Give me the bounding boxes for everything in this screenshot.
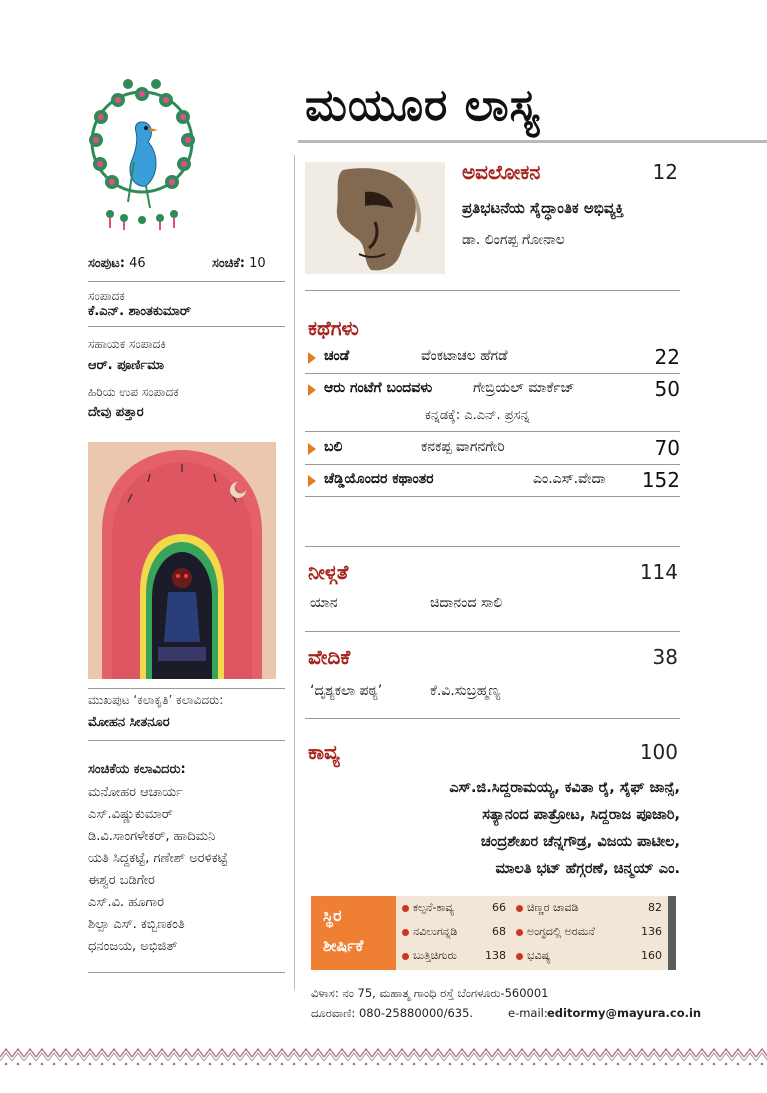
kavya-poets-line: ಚಂದ್ರಶೇಖರ ಚೆನ್ನಗೌಡ್ರ, ವಿಜಯ ಪಾಟೀಲ, bbox=[480, 834, 680, 850]
divider bbox=[305, 290, 680, 291]
avalokana-author: ಡಾ. ಲಿಂಗಪ್ಪ ಗೋನಾಲ bbox=[462, 232, 565, 248]
regular-item-page: 136 bbox=[641, 925, 662, 938]
senior-sub-editor-name: ದೇವು ಪತ್ತಾರ bbox=[88, 405, 144, 420]
kavya-poets bbox=[308, 775, 680, 883]
column-divider bbox=[294, 155, 295, 990]
story-row[interactable] bbox=[308, 343, 680, 373]
regular-label-line1: ಸ್ಥಿರ bbox=[323, 906, 342, 925]
footer-phone: ದೂರವಾಣಿ: 080-25880000/635. bbox=[311, 1006, 474, 1020]
regular-columns-edge bbox=[668, 896, 676, 970]
neelgate-author: ಚಿದಾನಂದ ಸಾಲಿ bbox=[430, 595, 503, 611]
assistant-editor-role: ಸಹಾಯಕ ಸಂಪಾದಕಿ bbox=[88, 337, 166, 351]
issue-number-block bbox=[212, 256, 266, 271]
neelgate-work: ಯಾನ bbox=[310, 595, 338, 611]
kavya-poets-line: ಎಸ್.ಜಿ.ಸಿದ್ದರಾಮಯ್ಯ, ಕವಿತಾ ರೈ, ಸೈಫ್ ಜಾನ್ಸೆ, bbox=[449, 780, 680, 796]
artist-name: ಎಸ್.ವಿಷ್ಣುಕುಮಾರ್ bbox=[88, 807, 173, 822]
regular-columns-label bbox=[311, 896, 396, 970]
story-page: 50 bbox=[654, 377, 680, 401]
bullet-dot-icon bbox=[402, 905, 409, 912]
regular-item-label: ನವಿಲುಗನ್ನಡಿ bbox=[413, 925, 458, 938]
regular-columns-list bbox=[396, 896, 668, 970]
regular-item-page: 82 bbox=[648, 901, 662, 914]
kavya-page: 100 bbox=[639, 740, 678, 764]
bullet-dot-icon bbox=[402, 929, 409, 936]
story-translator-note: ಕನ್ನಡಕ್ಕೆ: ಎ.ಎನ್. ಪ್ರಸನ್ನ bbox=[425, 408, 530, 423]
avalokana-title: ಅವಲೋಕನ bbox=[462, 160, 541, 184]
vedike-work: ‘ದೃಶ್ಯಕಲಾ ಪಠ್ಯ’ bbox=[310, 683, 383, 699]
volume-number: 46 bbox=[129, 256, 146, 271]
story-page: 22 bbox=[654, 345, 680, 369]
divider bbox=[305, 496, 680, 497]
volume-label: ಸಂಪುಟ: bbox=[88, 256, 125, 271]
bullet-triangle-icon bbox=[308, 475, 316, 487]
bullet-triangle-icon bbox=[308, 443, 316, 455]
regular-item-page: 66 bbox=[492, 901, 506, 914]
regular-label-line2: ಶೀರ್ಷಿಕೆ bbox=[323, 936, 364, 955]
artist-name: ಈಶ್ವರ ಬಡಿಗೇರ bbox=[88, 873, 155, 888]
neelgate-page: 114 bbox=[639, 560, 678, 584]
artists-heading: ಸಂಚಿಕೆಯ ಕಲಾವಿದರು: bbox=[88, 762, 186, 777]
story-row[interactable] bbox=[308, 375, 680, 405]
regular-item-page: 160 bbox=[641, 949, 662, 962]
kavya-title: ಕಾವ್ಯ bbox=[308, 740, 340, 764]
story-row[interactable] bbox=[308, 466, 680, 496]
regular-item[interactable] bbox=[402, 925, 506, 939]
regular-item-label: ಕಲ್ಪನೆ-ಕಾವ್ಯ bbox=[413, 901, 454, 914]
issue-label: ಸಂಚಿಕೆ: bbox=[212, 256, 245, 271]
avalokana-page: 12 bbox=[652, 160, 678, 184]
regular-item[interactable] bbox=[516, 949, 662, 963]
editor-role: ಸಂಪಾದಕ bbox=[88, 289, 125, 303]
editor-name: ಕೆ.ಎನ್. ಶಾಂತಕುಮಾರ್ bbox=[88, 304, 191, 319]
bullet-triangle-icon bbox=[308, 352, 316, 364]
cover-artist-name: ಮೋಹನ ಸೀತನೂರ bbox=[88, 715, 170, 730]
story-title: ಚೆಡ್ಡಿಯೊಂದರ ಕಥಾಂತರ bbox=[324, 471, 434, 487]
footer-email[interactable]: editormy@mayura.co.in bbox=[547, 1006, 702, 1020]
divider bbox=[88, 972, 285, 973]
regular-item-page: 68 bbox=[492, 925, 506, 938]
regular-item[interactable] bbox=[516, 925, 662, 939]
kavya-poets-line: ಮಾಲತಿ ಭಟ್ ಹೆಗ್ಗರಣೆ, ಚಿನ್ಮಯ್ ಎಂ. bbox=[495, 861, 680, 877]
story-title: ಆರು ಗಂಟೆಗೆ ಬಂದವಳು bbox=[324, 380, 433, 396]
artist-name: ಧನಂಜಯ, ಅಭಿಜಿತ್ bbox=[88, 939, 178, 954]
vedike-author: ಕೆ.ವಿ.ಸುಬ್ರಹ್ಮಣ್ಯ bbox=[430, 683, 501, 699]
story-page: 152 bbox=[641, 468, 680, 492]
divider bbox=[88, 326, 285, 327]
regular-item-label: ಅಂಗ್ಳದಲ್ಲಿ ಅರಮನೆ bbox=[527, 925, 595, 938]
regular-item-label: ಬುತ್ತಿಚಿಗುರು bbox=[413, 949, 457, 962]
regular-item[interactable] bbox=[402, 949, 506, 963]
footer-address: ವಿಳಾಸ: ನಂ 75, ಮಹಾತ್ಮ ಗಾಂಧಿ ರಸ್ತೆ ಬೆಂಗಳೂರು-560001 bbox=[311, 986, 549, 1000]
divider bbox=[305, 464, 680, 465]
assistant-editor-name: ಆರ್. ಪೂರ್ಣಿಮಾ bbox=[88, 358, 165, 373]
peacock-logo-icon bbox=[88, 62, 196, 232]
divider bbox=[305, 431, 680, 432]
regular-item[interactable] bbox=[402, 901, 506, 915]
decorative-border bbox=[0, 1045, 767, 1067]
regular-item-page: 138 bbox=[485, 949, 506, 962]
divider bbox=[88, 688, 285, 689]
story-page: 70 bbox=[654, 436, 680, 460]
story-author: ಎಂ.ಎಸ್.ವೇದಾ bbox=[533, 471, 606, 487]
cover-artwork-image bbox=[88, 442, 276, 679]
artists-list bbox=[88, 782, 288, 958]
divider bbox=[305, 373, 680, 374]
divider bbox=[305, 546, 680, 547]
artist-name: ಶಿಲ್ಪಾ ಎಸ್. ಕಬ್ಬಿಣಕಂತಿ bbox=[88, 917, 185, 932]
senior-sub-editor-role: ಹಿರಿಯ ಉಪ ಸಂಪಾದಕ bbox=[88, 385, 179, 399]
story-row[interactable] bbox=[308, 434, 680, 464]
divider bbox=[305, 718, 680, 719]
masthead-rule bbox=[298, 140, 767, 143]
story-author: ಕನಕಪ್ಪ ವಾಗನಗೇರಿ bbox=[421, 439, 505, 455]
bullet-dot-icon bbox=[402, 953, 409, 960]
cover-caption: ಮುಖಪುಟ ‘ಕಲಾಕೃತಿ’ ಕಲಾವಿದರು: bbox=[88, 693, 224, 707]
artist-name: ಡಿ.ವಿ.ಸಾಂಗಳೇಕರ್, ಹಾದಿಮನಿ bbox=[88, 829, 216, 844]
divider bbox=[88, 281, 285, 282]
bullet-dot-icon bbox=[516, 953, 523, 960]
vedike-page: 38 bbox=[652, 645, 678, 669]
magazine-masthead: ಮಯೂರ ಲಾಸ್ಯ bbox=[305, 80, 541, 131]
bullet-dot-icon bbox=[516, 929, 523, 936]
vedike-title: ವೇದಿಕೆ bbox=[308, 645, 351, 669]
issue-info bbox=[88, 256, 146, 271]
divider bbox=[88, 740, 285, 741]
avalokana-illustration-image bbox=[305, 162, 445, 274]
story-author: ಗೇಬ್ರಿಯಲ್ ಮಾರ್ಕೆಜ್ bbox=[473, 380, 575, 396]
regular-item-label: ಚಿಣ್ಣರ ಚಾವಡಿ bbox=[527, 901, 579, 914]
footer-email-label: e-mail: bbox=[508, 1006, 548, 1020]
neelgate-title: ನೀಳ್ಗತೆ bbox=[308, 560, 349, 584]
artist-name: ಎಸ್.ವಿ. ಹೂಗಾರ bbox=[88, 895, 165, 910]
issue-number: 10 bbox=[249, 256, 266, 271]
kavya-poets-line: ಸತ್ಯಾನಂದ ಪಾತ್ರೋಟ, ಸಿದ್ದರಾಜ ಪೂಜಾರಿ, bbox=[482, 807, 680, 823]
avalokana-subtitle: ಪ್ರತಿಭಟನೆಯ ಸೈದ್ಧಾಂತಿಕ ಅಭಿವ್ಯಕ್ತಿ bbox=[462, 199, 624, 217]
artist-name: ಯತಿ ಸಿದ್ದಕಟ್ಟೆ, ಗಣೇಶ್ ಅರಳಿಕಟ್ಟೆ bbox=[88, 851, 228, 866]
regular-item-label: ಭವಿಷ್ಯ bbox=[527, 949, 551, 962]
bullet-dot-icon bbox=[516, 905, 523, 912]
story-author: ವೆಂಕಟಾಚಲ ಹೆಗಡೆ bbox=[421, 348, 508, 364]
regular-item[interactable] bbox=[516, 901, 662, 915]
divider bbox=[305, 631, 680, 632]
story-title: ಚಂಡೆ bbox=[324, 348, 350, 364]
stories-title: ಕಥೆಗಳು bbox=[308, 316, 359, 340]
artist-name: ಮನೋಹರ ಆಚಾರ್ಯ bbox=[88, 785, 183, 800]
bullet-triangle-icon bbox=[308, 384, 316, 396]
story-title: ಬಲಿ bbox=[324, 439, 343, 455]
